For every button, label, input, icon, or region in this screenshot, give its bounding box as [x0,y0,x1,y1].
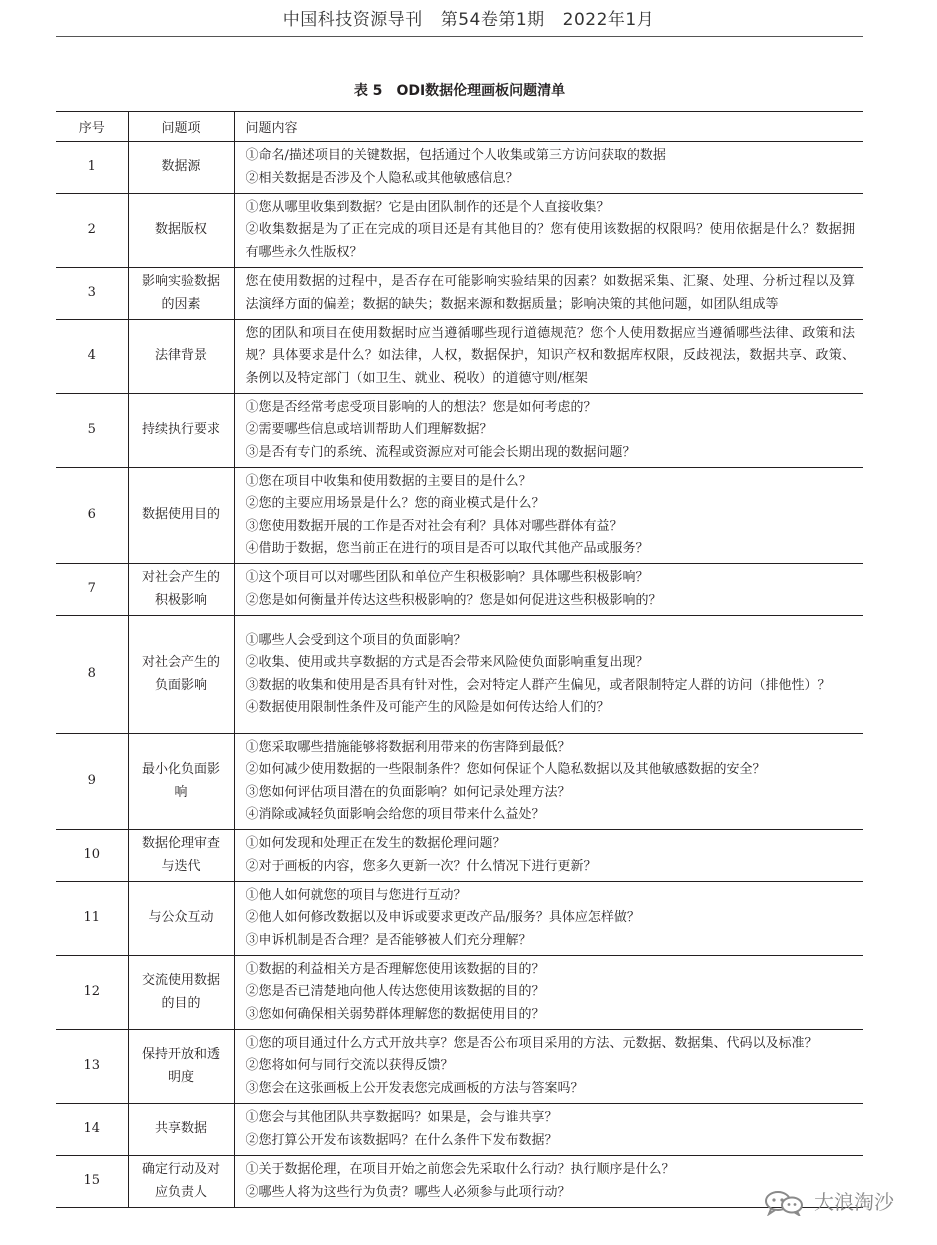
question-item-line: 共享数据 [154,1121,207,1137]
question-content-line: ②相关数据是否涉及个人隐私或其他敏感信息？ [245,170,519,186]
question-item [128,1104,234,1156]
volume-issue: 第54卷第1期 [440,10,545,30]
watermark [762,1188,912,1216]
question-content-line: ②收集数据是为了正在完成的项目还是有其他目的？您有使用该数据的权限吗？使用依据是什么？数据拥有哪些永久性版权？ [245,222,855,260]
question-item [128,468,234,564]
question-content-line: ③数据的收集和使用是否具有针对性，会对特定人群产生偏见，或者限制特定人群的访问（排他性）？ [245,677,831,693]
question-item-line: 的目的 [161,995,201,1011]
question-content-line: ①命名/描述项目的关键数据，包括通过个人收集或第三方访问获取的数据 [245,148,666,163]
table-row [56,320,863,394]
question-content-line: ②需要哪些信息或培训帮助人们理解数据？ [245,422,493,438]
question-content-line: ②他人如何修改数据以及申诉或要求更改产品/服务？具体应怎样做？ [245,910,640,926]
table-row [56,1156,863,1208]
question-content-line: ③您使用数据开展的工作是否对社会有利？具体对哪些群体有益？ [245,518,623,534]
question-content [234,394,863,468]
publication-date: 2022年1月 [562,10,655,30]
question-content [234,956,863,1030]
question-item-line: 保持开放和透 [141,1047,220,1062]
question-content-line: ②哪些人将为这些行为负责？哪些人必须参与此项行动？ [245,1184,571,1200]
question-content [234,564,863,616]
question-content-line: ①这个项目可以对哪些团队和单位产生积极影响？具体哪些积极影响？ [245,570,649,585]
question-content-line: ①您在项目中收集和使用数据的主要目的是什么？ [245,473,532,489]
question-content-line: ③您如何评估项目潜在的负面影响？如何记录处理方法？ [245,784,571,800]
question-item-line: 对社会产生的 [141,570,220,585]
row-number: 5 [56,394,128,468]
question-item-line: 与迭代 [161,858,201,874]
table-row [56,956,863,1030]
question-item-line: 最小化负面影 [141,762,220,777]
question-item-line: 对社会产生的 [141,655,220,670]
question-content-line: ③您如何确保相关弱势群体理解您的数据使用目的？ [245,1006,545,1022]
question-item [128,194,234,268]
question-content [234,734,863,830]
question-item-line: 的因素 [161,296,201,312]
table-caption-number: 表 5 [353,83,383,99]
table-row [56,1030,863,1104]
question-content-line: ④数据使用限制性条件及可能产生的风险是如何传达给人们的？ [245,700,610,715]
table-row [56,734,863,830]
question-content-line: ①数据的利益相关方是否理解您使用该数据的目的？ [245,961,545,977]
question-item [128,616,234,734]
question-item [128,956,234,1030]
question-content [234,268,863,320]
question-content-line: ②如何减少使用数据的一些限制条件？您如何保证个人隐私数据以及其他敏感数据的安全？ [245,762,766,777]
table-row [56,468,863,564]
row-number: 4 [56,320,128,394]
question-content [234,194,863,268]
question-content-line: ④借助于数据，您当前正在进行的项目是否可以取代其他产品或服务？ [245,541,649,556]
table-row [56,268,863,320]
question-item [128,1156,234,1208]
question-content-line: ①您从哪里收集到数据？它是由团队制作的还是个人直接收集？ [245,199,610,215]
watermark-text: 大浪淘沙 [814,1190,894,1214]
question-content-line: ③是否有专门的系统、流程或资源应对可能会长期出现的数据问题？ [245,444,636,460]
running-header [0,6,937,34]
question-item [128,1030,234,1104]
question-item-line: 负面影响 [154,677,207,693]
question-content [234,1104,863,1156]
row-number: 12 [56,956,128,1030]
question-item-line: 应负责人 [154,1184,207,1200]
question-item-line: 数据伦理审查 [141,836,220,851]
question-item [128,830,234,882]
header-no: 序号 [56,112,128,142]
question-item-line: 明度 [167,1069,194,1085]
question-content-line: 您在使用数据的过程中，是否存在可能影响实验结果的因素？如数据采集、汇聚、处理、分析过程以及算法演绎方面的偏差；数据的缺失；数据来源和数据质量；影响决策的其他问题，如团队组成等 [245,274,855,312]
question-content-line: ②您打算公开发布该数据吗？在什么条件下发布数据？ [245,1132,558,1148]
question-item [128,734,234,830]
row-number: 15 [56,1156,128,1208]
question-content [234,468,863,564]
question-content [234,1030,863,1104]
question-item-line: 数据源 [161,159,201,175]
question-item-line: 数据版权 [154,222,207,238]
question-content-line: ②您将如何与同行交流以获得反馈？ [245,1058,454,1074]
question-item-line: 影响实验数据 [141,274,220,289]
question-content-line: ①您采取哪些措施能够将数据利用带来的伤害降到最低？ [245,739,571,755]
question-item-line: 持续执行要求 [141,422,220,438]
header-rule [56,36,863,37]
question-content-line: ①您是否经常考虑受项目影响的人的想法？您是如何考虑的？ [245,399,597,415]
question-content-line: 您的团队和项目在使用数据时应当遵循哪些现行道德规范？您个人使用数据应当遵循哪些法律、政策和法规？具体要求是什么？如法律，人权，数据保护，知识产权和数据库权限，反歧视法，数据共享、政策、条例以及特定部门（如卫生、就业、税收）的道德守则/框架 [245,325,855,386]
row-number: 9 [56,734,128,830]
row-number: 3 [56,268,128,320]
question-item-line: 法律背景 [154,348,207,364]
question-item [128,394,234,468]
question-item-line: 交流使用数据 [141,973,220,988]
question-content-line: ①他人如何就您的项目与您进行互动？ [245,887,467,903]
question-content-line: ①如何发现和处理正在发生的数据伦理问题？ [245,836,506,851]
table-caption-title: ODI数据伦理画板问题清单 [396,83,566,99]
row-number: 6 [56,468,128,564]
header-item: 问题项 [128,112,234,142]
question-content-line: ①您会与其他团队共享数据吗？如果是，会与谁共享？ [245,1110,558,1125]
table-row [56,1104,863,1156]
question-item [128,882,234,956]
question-content [234,882,863,956]
row-number: 8 [56,616,128,734]
table-row [56,194,863,268]
question-content-line: ①关于数据伦理，在项目开始之前您会先采取什么行动？执行顺序是什么？ [245,1162,675,1177]
question-item-line: 确定行动及对 [141,1162,220,1177]
row-number: 1 [56,142,128,194]
row-number: 2 [56,194,128,268]
row-number: 14 [56,1104,128,1156]
wechat-icon [762,1190,806,1216]
question-content [234,830,863,882]
table-row [56,142,863,194]
question-item [128,268,234,320]
table-row [56,564,863,616]
table-header-row [56,112,863,142]
question-content-line: ②您是否已清楚地向他人传达您使用该数据的目的？ [245,984,545,1000]
question-item [128,564,234,616]
question-content-line: ②您是如何衡量并传达这些积极影响的？您是如何促进这些积极影响的？ [245,592,662,608]
question-table [56,111,863,1208]
question-content-line: ②您的主要应用场景是什么？您的商业模式是什么？ [245,496,545,511]
table-row [56,830,863,882]
table-row [56,882,863,956]
question-content-line: ③申诉机制是否合理？是否能够被人们充分理解？ [245,932,532,948]
question-content-line: ④消除或减轻负面影响会给您的项目带来什么益处？ [245,807,545,822]
header-content: 问题内容 [234,112,863,142]
row-number: 11 [56,882,128,956]
question-item-line: 响 [174,784,188,800]
row-number: 13 [56,1030,128,1104]
question-item [128,142,234,194]
question-item-line: 积极影响 [154,592,207,608]
question-content-line: ①您的项目通过什么方式开放共享？您是否公布项目采用的方法、元数据、数据集、代码以及标准？ [245,1035,818,1051]
row-number: 10 [56,830,128,882]
question-content [234,142,863,194]
question-content-line: ②对于画板的内容，您多久更新一次？什么情况下进行更新？ [245,858,597,874]
table-caption [56,80,863,102]
question-content [234,320,863,394]
question-item [128,320,234,394]
question-item-line: 数据使用目的 [141,507,220,523]
table-row [56,394,863,468]
question-item-line: 与公众互动 [148,910,214,926]
question-content-line: ③您会在这张画板上公开发表您完成画板的方法与答案吗？ [245,1080,584,1096]
row-number: 7 [56,564,128,616]
journal-name: 中国科技资源导刊 [282,10,423,30]
question-content-line: ①哪些人会受到这个项目的负面影响？ [245,632,467,648]
question-content-line: ②收集、使用或共享数据的方式是否会带来风险使负面影响重复出现？ [245,655,649,670]
question-content [234,616,863,734]
table-row [56,616,863,734]
